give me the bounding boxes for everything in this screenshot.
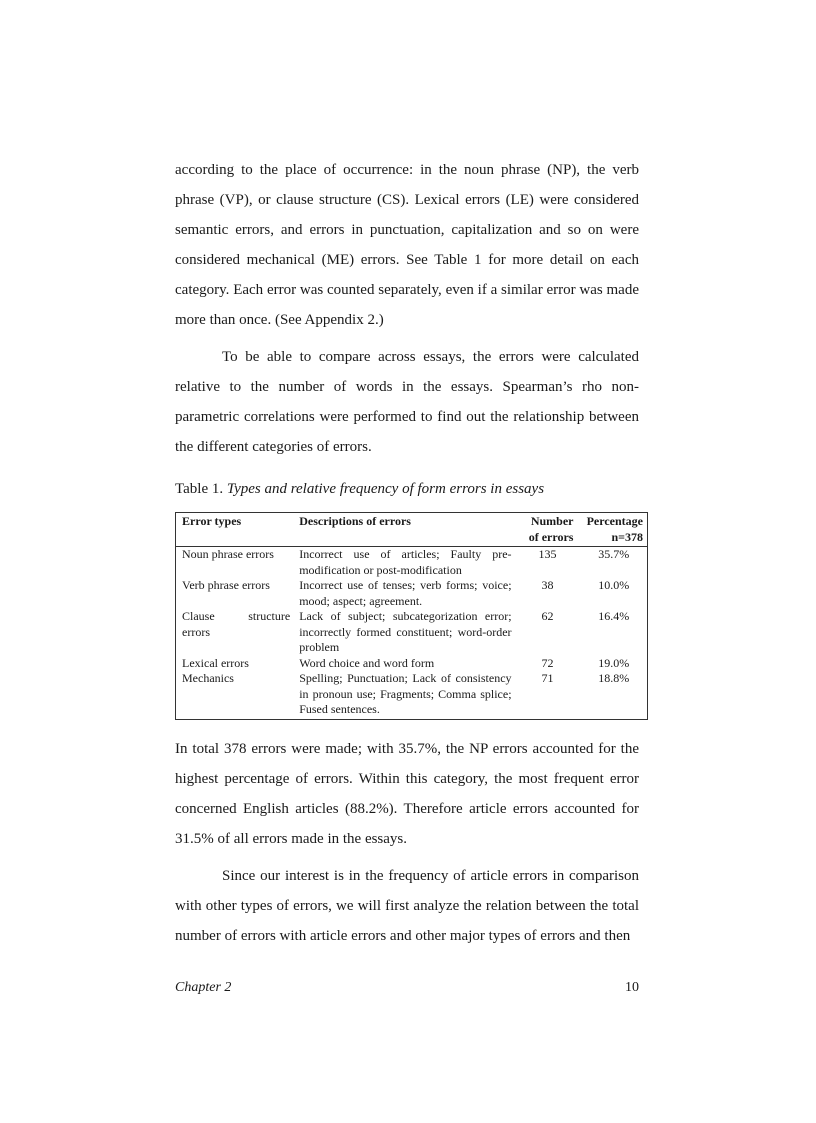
cell-number: 135	[538, 547, 557, 561]
cell-number: 71	[541, 671, 554, 685]
header-percentage-line2: n=378	[611, 529, 643, 544]
cell-error-type: Lexical errors	[182, 655, 249, 670]
table-row	[176, 547, 648, 579]
cell-number: 72	[541, 655, 554, 670]
header-number	[515, 513, 578, 547]
cell-percentage: 16.4%	[598, 609, 630, 623]
header-percentage-line1: Percentage	[586, 514, 643, 528]
table-row	[176, 609, 648, 656]
table-caption	[175, 479, 639, 499]
paragraph-method: To be able to compare across essays, the errors were calculated relative to the number of words in the essays. Spearman’s rho non-parametric correlations were performed to find out the relationship between the different categories of errors.	[175, 349, 639, 455]
cell-description: Word choice and word form	[299, 655, 435, 670]
cell-error-type: Verb phrase errors	[182, 578, 270, 592]
footer-chapter: Chapter 2	[175, 980, 232, 995]
table-row	[176, 656, 648, 672]
error-table	[175, 512, 648, 720]
table-caption-label: Table 1.	[175, 481, 224, 497]
paragraph-intro: according to the place of occurrence: in the noun phrase (NP), the verb phrase (VP), or clause structure (CS). Lexical errors (LE) were considered semantic errors, and errors in punctuation, capitalization and so on were considered mechanical (ME) errors. See Table 1 for more detail on each category. Each error was counted separately, even if a similar error was made more than once. (See Appendix 2.)	[175, 162, 639, 328]
cell-percentage: 19.0%	[598, 655, 630, 670]
paragraph-analysis: Since our interest is in the frequency of article errors in comparison with other types of errors, we will first analyze the relation between the total number of errors with article errors and other major types of errors and then	[175, 867, 639, 944]
cell-description: Incorrect use of articles; Faulty pre-modification or post-modification	[299, 547, 512, 577]
cell-error-type: Clause structure errors	[182, 609, 291, 639]
cell-percentage: 35.7%	[598, 547, 630, 561]
cell-error-type: Noun phrase errors	[182, 547, 274, 561]
cell-description: Spelling; Punctuation; Lack of consistency in pronoun use; Fragments; Comma splice; Fused sentences.	[299, 671, 512, 716]
page-footer	[175, 980, 639, 996]
cell-number: 38	[541, 578, 554, 592]
cell-description: Lack of subject; subcategorization error; incorrectly formed constituent; word-order problem	[299, 609, 512, 654]
page-body	[175, 155, 643, 951]
header-number-line2: of errors	[528, 529, 574, 544]
table-caption-title: Types and relative frequency of form errors in essays	[226, 481, 545, 497]
header-descriptions: Descriptions of errors	[293, 513, 514, 547]
table-row	[176, 578, 648, 609]
page-number: 10	[625, 980, 639, 995]
cell-description: Incorrect use of tenses; verb forms; voice; mood; aspect; agreement.	[299, 578, 512, 608]
table-header-row	[176, 513, 648, 547]
paragraph-results: In total 378 errors were made; with 35.7%, the NP errors accounted for the highest percentage of errors. Within this category, the most frequent error concerned English articles (88.2%). Therefore article errors accounted for 31.5% of all errors made in the essays.	[175, 740, 639, 847]
header-number-line1: Number	[530, 514, 574, 528]
header-error-types: Error types	[176, 513, 294, 547]
cell-error-type: Mechanics	[182, 671, 234, 685]
cell-percentage: 18.8%	[598, 671, 630, 685]
cell-percentage: 10.0%	[598, 578, 630, 592]
cell-number: 62	[541, 609, 554, 623]
header-percentage	[577, 513, 647, 547]
table-row	[176, 671, 648, 719]
